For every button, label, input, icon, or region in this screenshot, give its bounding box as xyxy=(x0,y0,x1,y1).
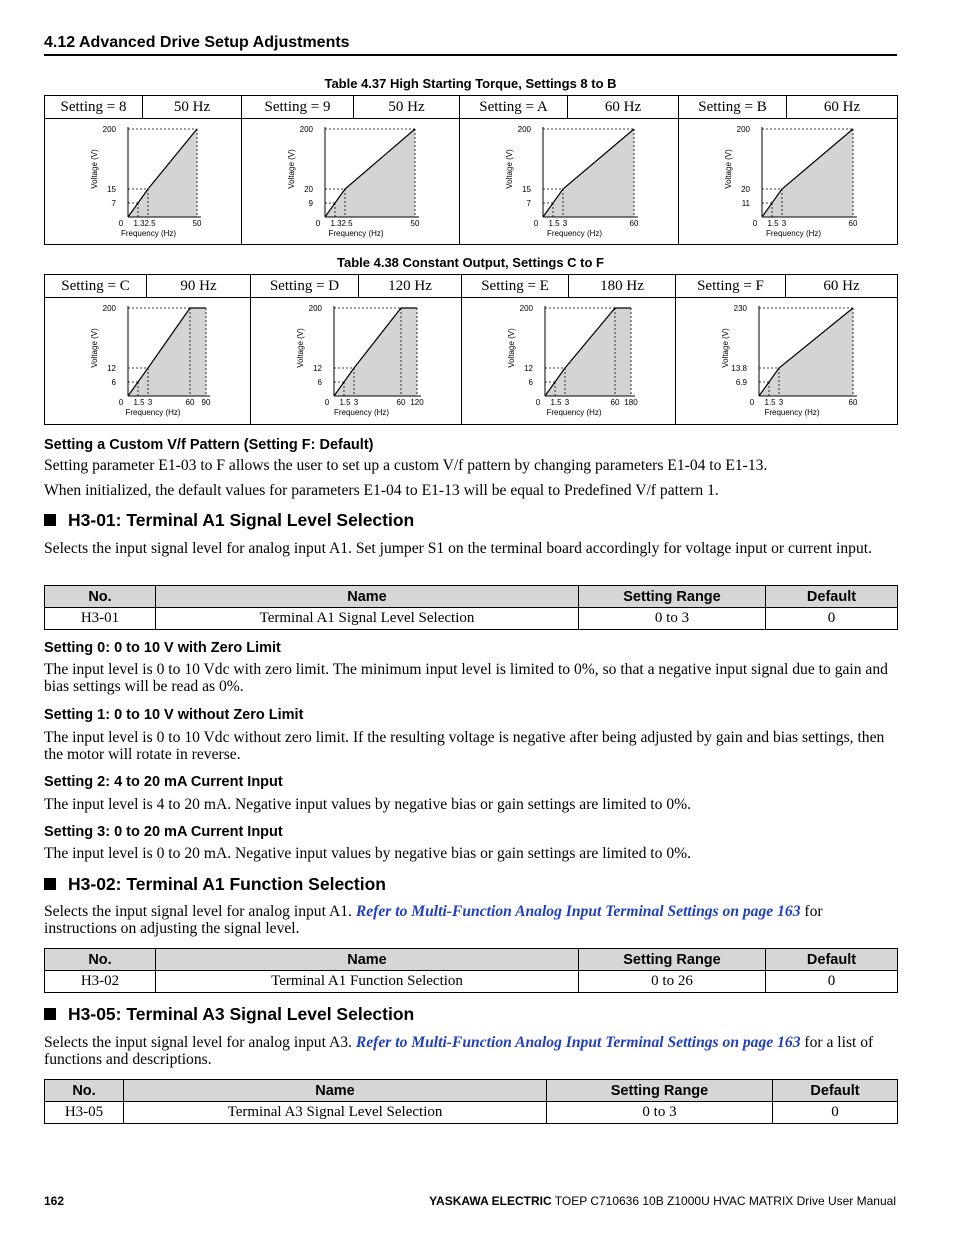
x-tick-label: 0 xyxy=(533,219,539,228)
param-range: 0 to 26 xyxy=(579,971,766,993)
x-tick-label: 3 xyxy=(353,398,359,407)
x-tick-label: 90 xyxy=(201,398,211,407)
y-axis-label: Voltage (V) xyxy=(721,328,730,368)
heading-bullet-icon xyxy=(44,514,56,526)
h3-01-title: H3-01: Terminal A1 Signal Level Selection xyxy=(68,510,415,530)
x-tick-label: 60 xyxy=(848,398,858,407)
x-tick-label: 3 xyxy=(564,398,570,407)
page-reference-link[interactable]: Refer to Multi-Function Analog Input Terminal Settings on page 163 xyxy=(355,1034,801,1051)
x-tick-label: 50 xyxy=(192,219,202,228)
param-range: 0 to 3 xyxy=(547,1102,773,1124)
col-header-range: Setting Range xyxy=(579,586,766,608)
h3-02-title: H3-02: Terminal A1 Function Selection xyxy=(68,874,386,894)
y-tick-label: 20 xyxy=(304,185,313,194)
y-tick-label: 15 xyxy=(107,185,116,194)
table-438 xyxy=(44,274,898,425)
x-tick-label: 2.5 xyxy=(144,219,156,228)
y-tick-label: 6 xyxy=(317,378,322,387)
y-tick-label: 7 xyxy=(526,199,531,208)
x-tick-label: 1.3 xyxy=(133,219,145,228)
x-tick-label: 60 xyxy=(629,219,639,228)
h3-02-description xyxy=(44,903,899,937)
y-tick-label: 200 xyxy=(102,304,116,313)
col-header-no: No. xyxy=(45,949,156,971)
h3-01-heading xyxy=(44,510,414,531)
setting-2-heading: Setting 2: 4 to 20 mA Current Input xyxy=(44,774,283,790)
x-axis-label: Frequency (Hz) xyxy=(546,229,603,238)
vf-area xyxy=(759,308,853,396)
param-no: H3-02 xyxy=(45,971,156,993)
base-frequency: 50 Hz xyxy=(354,96,460,119)
param-name: Terminal A3 Signal Level Selection xyxy=(124,1102,547,1124)
x-tick-label: 1.5 xyxy=(133,398,145,407)
y-tick-label: 13.8 xyxy=(731,364,747,373)
vf-area xyxy=(334,308,417,396)
y-tick-label: 6 xyxy=(528,378,533,387)
param-default: 0 xyxy=(766,608,898,630)
table-438-caption: Table 4.38 Constant Output, Settings C to F xyxy=(337,255,604,270)
y-tick-label: 12 xyxy=(313,364,322,373)
x-tick-label: 0 xyxy=(752,219,758,228)
h3-02-heading xyxy=(44,874,386,895)
y-tick-label: 200 xyxy=(736,125,750,134)
y-tick-label: 200 xyxy=(299,125,313,134)
custom-vf-paragraph-1: Setting parameter E1-03 to F allows the user to set up a custom V/f pattern by changing parameters E1-04 to E1-13. xyxy=(44,457,768,474)
x-tick-label: 0 xyxy=(315,219,321,228)
y-axis-label: Voltage (V) xyxy=(724,149,733,189)
base-frequency: 60 Hz xyxy=(568,96,679,119)
x-axis-label: Frequency (Hz) xyxy=(546,408,602,417)
h3-05-description xyxy=(44,1034,899,1068)
base-frequency: 120 Hz xyxy=(359,275,462,298)
param-name: Terminal A1 Signal Level Selection xyxy=(156,608,579,630)
heading-bullet-icon xyxy=(44,1008,56,1020)
x-tick-label: 120 xyxy=(410,398,424,407)
vf-area xyxy=(325,129,415,217)
y-tick-label: 15 xyxy=(522,185,531,194)
y-tick-label: 6 xyxy=(111,378,116,387)
vf-area xyxy=(543,129,634,217)
x-axis-label: Frequency (Hz) xyxy=(333,408,390,417)
vf-area xyxy=(545,308,631,396)
y-axis-label: Voltage (V) xyxy=(287,149,296,189)
y-tick-label: 6.9 xyxy=(735,378,747,387)
col-header-default: Default xyxy=(766,586,898,608)
vf-chart xyxy=(676,298,898,424)
base-frequency: 90 Hz xyxy=(147,275,251,298)
setting-label: Setting = F xyxy=(676,275,786,298)
table-437 xyxy=(44,95,898,245)
setting-1-heading: Setting 1: 0 to 10 V without Zero Limit xyxy=(44,707,304,723)
param-range: 0 to 3 xyxy=(579,608,766,630)
x-tick-label: 60 xyxy=(396,398,406,407)
h3-01-table xyxy=(44,585,898,630)
x-axis-label: Frequency (Hz) xyxy=(765,229,822,238)
param-name: Terminal A1 Function Selection xyxy=(156,971,579,993)
col-header-name: Name xyxy=(124,1080,547,1102)
x-tick-label: 3 xyxy=(778,398,784,407)
x-tick-label: 180 xyxy=(624,398,638,407)
param-default: 0 xyxy=(773,1102,898,1124)
x-tick-label: 0 xyxy=(324,398,330,407)
y-axis-label: Voltage (V) xyxy=(507,328,516,368)
x-tick-label: 1.5 xyxy=(550,398,562,407)
page-number: 162 xyxy=(44,1194,65,1208)
vf-area xyxy=(762,129,853,217)
h3-05-heading xyxy=(44,1004,414,1025)
vf-chart xyxy=(251,298,462,424)
col-header-range: Setting Range xyxy=(579,949,766,971)
setting-3-text: The input level is 0 to 20 mA. Negative input values by negative bias or gain settings are limited to 0%. xyxy=(44,845,692,862)
base-frequency: 60 Hz xyxy=(787,96,898,119)
x-axis-label: Frequency (Hz) xyxy=(328,229,384,238)
setting-label: Setting = 9 xyxy=(242,96,354,119)
x-axis-label: Frequency (Hz) xyxy=(125,408,181,417)
x-axis-label: Frequency (Hz) xyxy=(764,408,820,417)
setting-1-text: The input level is 0 to 10 Vdc without zero limit. If the resulting voltage is negative after being adjusted by gain and bias settings, then the motor will rotate in reverse. xyxy=(44,729,885,763)
section-title: 4.12 Advanced Drive Setup Adjustments xyxy=(44,34,350,51)
custom-vf-paragraph-2: When initialized, the default values for parameters E1-04 to E1-13 will be equal to Predefined V/f pattern 1. xyxy=(44,482,719,499)
base-frequency: 60 Hz xyxy=(786,275,898,298)
h3-01-description: Selects the input signal level for analog input A1. Set jumper S1 on the terminal board accordingly for voltage input or current input. xyxy=(44,540,873,557)
setting-0-text: The input level is 0 to 10 Vdc with zero limit. The minimum input level is limited to 0%, so that a negative input signal due to gain and bias settings will be read as 0%. xyxy=(44,661,888,695)
col-header-no: No. xyxy=(45,1080,124,1102)
vf-chart xyxy=(242,119,460,244)
x-tick-label: 3 xyxy=(562,219,568,228)
y-axis-label: Voltage (V) xyxy=(505,149,514,189)
page-reference-link[interactable]: Refer to Multi-Function Analog Input Terminal Settings on page 163 xyxy=(355,903,801,920)
col-header-range: Setting Range xyxy=(547,1080,773,1102)
x-tick-label: 0 xyxy=(535,398,541,407)
y-tick-label: 12 xyxy=(524,364,533,373)
table-row xyxy=(45,608,898,630)
setting-3-heading: Setting 3: 0 to 20 mA Current Input xyxy=(44,824,283,840)
col-header-default: Default xyxy=(773,1080,898,1102)
x-tick-label: 0 xyxy=(749,398,755,407)
h3-05-desc-text: Selects the input signal level for analog input A3. xyxy=(44,1034,356,1051)
x-axis-label: Frequency (Hz) xyxy=(120,229,177,238)
x-tick-label: 60 xyxy=(185,398,195,407)
table-row xyxy=(45,1102,898,1124)
h3-02-table xyxy=(44,948,898,993)
header-rule xyxy=(44,54,897,56)
x-tick-label: 1.3 xyxy=(330,219,342,228)
vf-chart xyxy=(45,119,242,244)
x-tick-label: 60 xyxy=(610,398,620,407)
vf-chart xyxy=(45,298,251,424)
param-default: 0 xyxy=(766,971,898,993)
heading-bullet-icon xyxy=(44,878,56,890)
footer-brand: YASKAWA ELECTRIC xyxy=(429,1194,552,1208)
x-tick-label: 60 xyxy=(848,219,858,228)
y-tick-label: 200 xyxy=(519,304,533,313)
x-tick-label: 0 xyxy=(118,219,124,228)
y-tick-label: 200 xyxy=(102,125,116,134)
x-tick-label: 0 xyxy=(118,398,124,407)
x-tick-label: 3 xyxy=(147,398,153,407)
y-tick-label: 20 xyxy=(741,185,750,194)
h3-02-desc-text: for instructions on adjusting the signal level. xyxy=(44,903,823,937)
y-tick-label: 11 xyxy=(741,199,750,208)
col-header-no: No. xyxy=(45,586,156,608)
x-tick-label: 50 xyxy=(410,219,420,228)
setting-label: Setting = B xyxy=(679,96,787,119)
vf-chart xyxy=(462,298,676,424)
y-tick-label: 12 xyxy=(107,364,116,373)
x-tick-label: 1.5 xyxy=(548,219,560,228)
y-tick-label: 7 xyxy=(111,199,116,208)
base-frequency: 180 Hz xyxy=(569,275,676,298)
x-tick-label: 1.5 xyxy=(767,219,779,228)
y-tick-label: 230 xyxy=(733,304,747,313)
y-axis-label: Voltage (V) xyxy=(90,149,99,189)
custom-vf-heading: Setting a Custom V/f Pattern (Setting F: Default) xyxy=(44,437,374,453)
setting-2-text: The input level is 4 to 20 mA. Negative input values by negative bias or gain settings are limited to 0%. xyxy=(44,796,692,813)
h3-05-table xyxy=(44,1079,898,1124)
setting-label: Setting = D xyxy=(251,275,359,298)
x-tick-label: 1.5 xyxy=(764,398,776,407)
vf-chart xyxy=(679,119,898,244)
param-no: H3-01 xyxy=(45,608,156,630)
h3-02-desc-text: Selects the input signal level for analog input A1. xyxy=(44,903,356,920)
y-tick-label: 200 xyxy=(517,125,531,134)
x-tick-label: 2.5 xyxy=(341,219,353,228)
setting-label: Setting = A xyxy=(460,96,568,119)
setting-label: Setting = C xyxy=(45,275,147,298)
setting-label: Setting = 8 xyxy=(45,96,143,119)
table-row xyxy=(45,971,898,993)
col-header-default: Default xyxy=(766,949,898,971)
h3-05-title: H3-05: Terminal A3 Signal Level Selection xyxy=(68,1004,415,1024)
x-tick-label: 1.5 xyxy=(339,398,351,407)
setting-0-heading: Setting 0: 0 to 10 V with Zero Limit xyxy=(44,640,281,656)
param-no: H3-05 xyxy=(45,1102,124,1124)
y-axis-label: Voltage (V) xyxy=(296,328,305,368)
setting-label: Setting = E xyxy=(462,275,569,298)
y-tick-label: 200 xyxy=(308,304,322,313)
y-axis-label: Voltage (V) xyxy=(90,328,99,368)
h3-05-desc-text: for a list of functions and descriptions. xyxy=(44,1034,874,1068)
y-tick-label: 9 xyxy=(308,199,313,208)
base-frequency: 50 Hz xyxy=(143,96,242,119)
x-tick-label: 3 xyxy=(781,219,787,228)
footer-doc-title: TOEP C710636 10B Z1000U HVAC MATRIX Drive User Manual xyxy=(551,1194,896,1208)
vf-area xyxy=(128,308,206,396)
col-header-name: Name xyxy=(156,586,579,608)
table-437-caption: Table 4.37 High Starting Torque, Settings 8 to B xyxy=(324,76,617,91)
col-header-name: Name xyxy=(156,949,579,971)
vf-chart xyxy=(460,119,679,244)
footer-doc-info xyxy=(429,1194,896,1208)
